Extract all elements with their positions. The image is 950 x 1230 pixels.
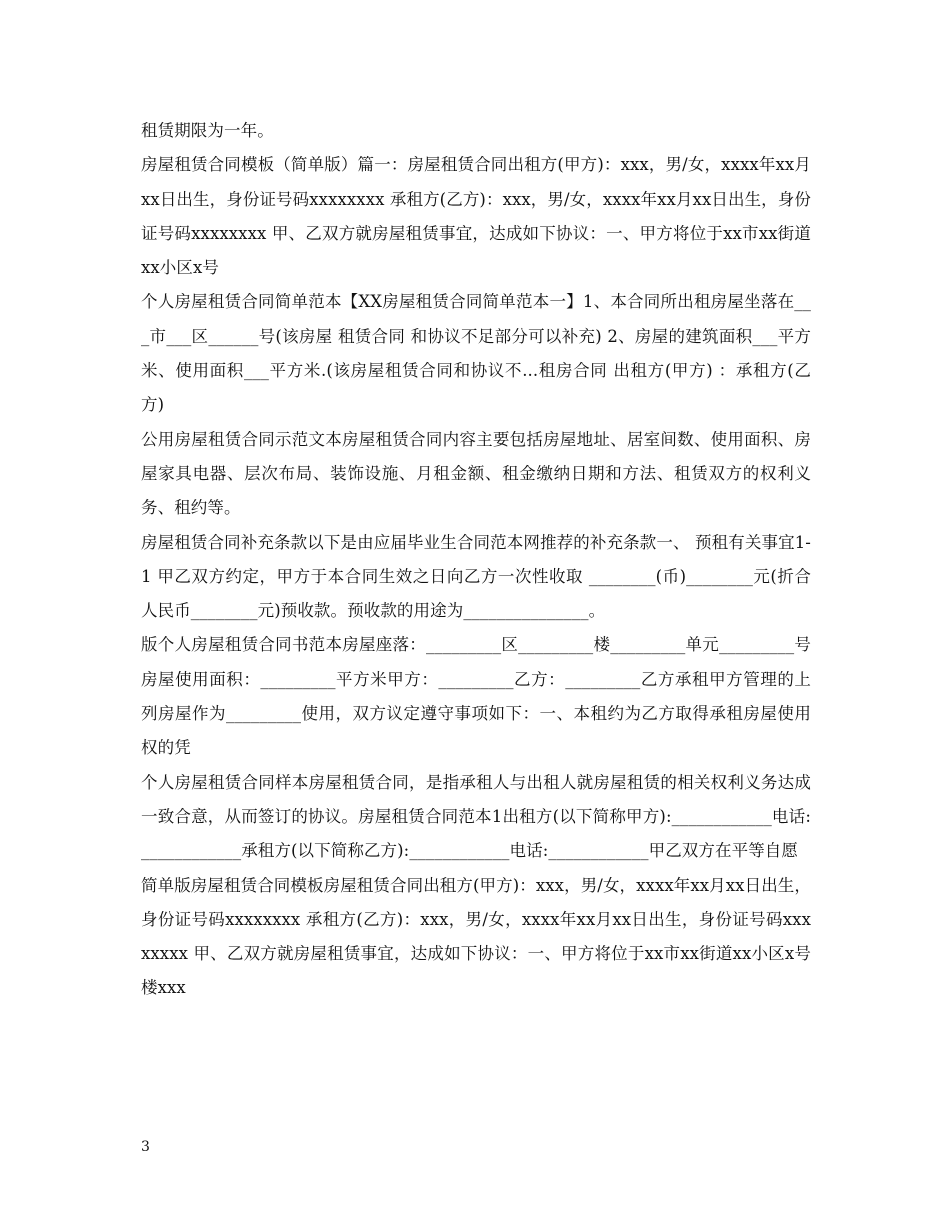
paragraph-8: 简单版房屋租赁合同模板房屋租赁合同出租方(甲方)：xxx，男/女，xxxx年xx月xx日出生，身份证号码xxxxxxxx 承租方(乙方)：xxx，男/女，xxxx年xx月xx日出生，身份证号码xxxxxxxx 甲、乙双方就房屋租赁事宜，达成如下协议：一、甲方将位于xx市xx街道xx小区x号楼xxx (141, 875, 811, 998)
paragraph-4: 公用房屋租赁合同示范文本房屋租赁合同内容主要包括房屋地址、居室间数、使用面积、房屋家具电器、层次布局、装饰设施、月租金额、租金缴纳日期和方法、租赁双方的权利义务、租约等。 (141, 429, 811, 518)
paragraph-6: 版个人房屋租赁合同书范本房屋座落：_________区_________楼_________单元_________号房屋使用面积：_________平方米甲方：_________乙方：_________乙方承租甲方管理的上列房屋作为_________使用，双方议定遵守事项如下：一、本租约为乙方取得承租房屋使用权的凭 (141, 635, 811, 758)
document-body (141, 114, 811, 1006)
page-number: 3 (141, 1139, 150, 1155)
paragraph-7: 个人房屋租赁合同样本房屋租赁合同，是指承租人与出租人就房屋租赁的相关权利义务达成一致合意，从而签订的协议。房屋租赁合同范本1出租方(以下简称甲方):____________电话:____________承租方(以下简称乙方):____________电话:____________甲乙双方在平等自愿 (141, 772, 811, 861)
paragraph-1: 租赁期限为一年。 (141, 121, 274, 140)
paragraph-3: 个人房屋租赁合同简单范本【XX房屋租赁合同简单范本一】1、本合同所出租房屋坐落在___市___区______号(该房屋 租赁合同 和协议不足部分可以补充) 2、房屋的建筑面积___平方米、使用面积___平方米.(该房屋租赁合同和协议不...租房合同 出租方(甲方) ：承租方(乙方) (141, 292, 811, 415)
paragraph-5: 房屋租赁合同补充条款以下是由应届毕业生合同范本网推荐的补充条款一、 预租有关事宜1-1 甲乙双方约定，甲方于本合同生效之日向乙方一次性收取 ________(币)________元(折合人民币________元)预收款。预收款的用途为_______________。 (141, 532, 811, 621)
paragraph-2: 房屋租赁合同模板（简单版）篇一：房屋租赁合同出租方(甲方)：xxx，男/女，xxxx年xx月xx日出生，身份证号码xxxxxxxx 承租方(乙方)：xxx，男/女，xxxx年xx月xx日出生，身份证号码xxxxxxxx 甲、乙双方就房屋租赁事宜，达成如下协议：一、甲方将位于xx市xx街道xx小区x号 (141, 155, 811, 278)
